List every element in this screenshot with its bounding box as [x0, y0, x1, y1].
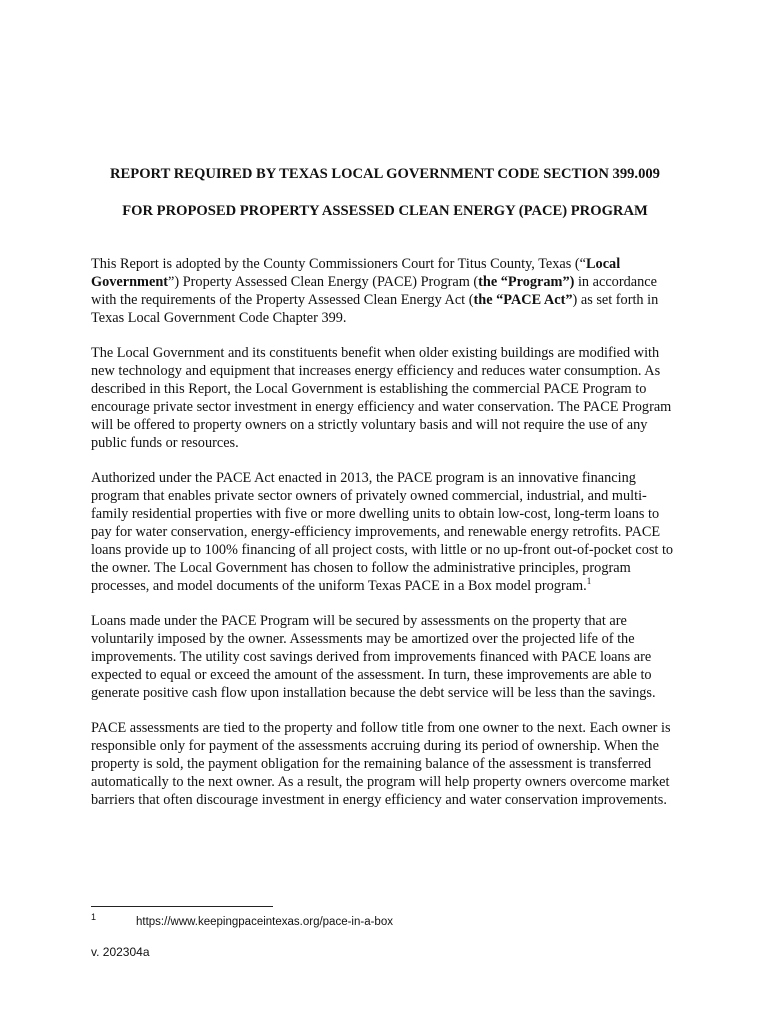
paragraph-assessments: PACE assessments are tied to the property and follow title from one owner to the next. Each owner is responsible only for payment of the assessments accruing during its period of ownership. When the property is sold, the payment obligation for the remaining balance of the assessment is transferred automatically to the next owner. As a result, the program will help property owners overcome market barriers that often discourage investment in energy efficiency and water conservation improvements.: [91, 719, 671, 808]
footnote-reference: 1: [586, 575, 592, 586]
paragraph-benefits: The Local Government and its constituents benefit when older existing buildings are modified with new technology and equipment that increases energy efficiency and reduces water consumption. As described in this Report, the Local Government is establishing the commercial PACE Program to encourage private sector investment in energy efficiency and water conservation. The PACE Program will be offered to property owners on a strictly voluntary basis and will not require the use of any public funds or resources.: [91, 345, 672, 451]
paragraph-loans: Loans made under the PACE Program will be secured by assessments on the property that are voluntarily imposed by the owner. Assessments may be amortized over the projected life of the improvements. The utility cost savings derived from improvements financed with PACE loans are expected to equal or exceed the amount of the assessment. In turn, these improvements are able to generate positive cash flow upon installation because the debt service will be less than the savings.: [91, 612, 656, 701]
report-title: REPORT REQUIRED BY TEXAS LOCAL GOVERNMENT CODE SECTION 399.009: [110, 166, 660, 182]
report-subtitle: FOR PROPOSED PROPERTY ASSESSED CLEAN ENERGY (PACE) PROGRAM: [122, 203, 648, 219]
report-body: [91, 256, 683, 827]
intro-defined-program: the “Program”): [478, 273, 575, 290]
paragraph-intro: [91, 256, 683, 328]
version-label: v. 202304a: [91, 945, 150, 959]
footnote-number: 1: [91, 912, 97, 922]
paragraph-authorization: [91, 470, 683, 595]
authorization-text: Authorized under the PACE Act enacted in 2013, the PACE program is an innovative financing program that enables private sector owners of privately owned commercial, industrial, and multi-family residential properties with five or more dwelling units to obtain low-cost, long-term loans to pay for water conservation, energy-efficiency improvements, and renewable energy retrofits. PACE loans provide up to 100% financing of all project costs, with little or no up-front out-of-pocket cost to the owner. The Local Government has chosen to follow the administrative principles, program processes, and model documents of the uniform Texas PACE in a Box model program.: [91, 470, 674, 594]
intro-text-c: ”) Property Assessed Clean Energy (PACE) Program (: [168, 273, 479, 290]
intro-text-e: in accordance with the requirements of the Property Assessed Clean Energy Act (: [91, 273, 657, 308]
intro-defined-pace-act: the “PACE Act”: [473, 291, 573, 308]
footnote-link[interactable]: https://www.keepingpaceintexas.org/pace-in-a-box: [136, 916, 393, 928]
footnote-divider: [91, 906, 273, 907]
intro-text-g: ) as set forth in Texas Local Government Code Chapter 399.: [91, 291, 659, 326]
intro-text-a: This Report is adopted by the County Commissioners Court for Titus County, Texas (“: [91, 256, 587, 272]
intro-defined-local-government: Local Government: [91, 256, 621, 290]
